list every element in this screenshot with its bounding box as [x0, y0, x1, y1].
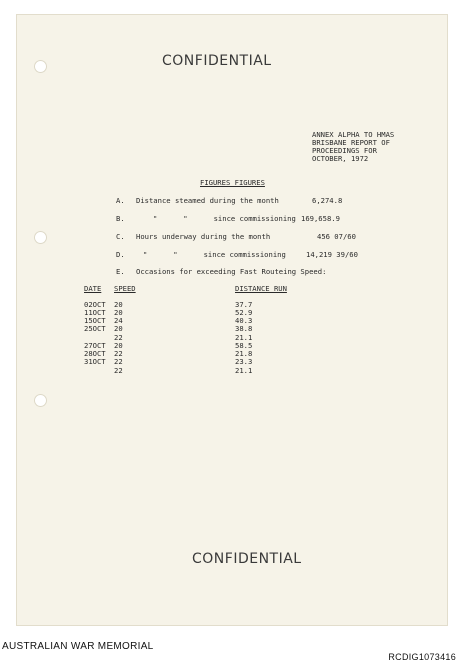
row-distance: 23.3 [235, 357, 253, 366]
row-speed: 20 [114, 300, 123, 309]
table-header-speed: SPEED [114, 284, 136, 293]
annex-line-4: OCTOBER, 1972 [312, 154, 369, 163]
row-distance: 37.7 [235, 300, 253, 309]
table-row [84, 366, 304, 375]
row-distance: 38.8 [235, 324, 253, 333]
table-row [84, 324, 304, 333]
row-speed: 22 [114, 333, 123, 342]
figure-b-text: " " since commissioning [153, 214, 296, 223]
figure-c-text: Hours underway during the month [136, 232, 271, 241]
row-date: 27OCT [84, 341, 106, 350]
row-speed: 20 [114, 308, 123, 317]
row-speed: 22 [114, 357, 123, 366]
section-title: FIGURES FIGURES [200, 178, 265, 187]
footer-institution: AUSTRALIAN WAR MEMORIAL [2, 641, 154, 652]
annex-line-1: ANNEX ALPHA TO HMAS [312, 130, 395, 139]
figure-c-letter: C. [116, 232, 125, 241]
row-distance: 21.1 [235, 333, 253, 342]
table-row [84, 357, 304, 366]
row-date: 25OCT [84, 324, 106, 333]
row-date: 28OCT [84, 349, 106, 358]
figure-e-letter: E. [116, 267, 125, 276]
row-distance: 21.1 [235, 366, 253, 375]
punch-hole [34, 231, 47, 244]
row-speed: 22 [114, 349, 123, 358]
row-date: 11OCT [84, 308, 106, 317]
table-header-distance: DISTANCE RUN [235, 284, 287, 293]
punch-hole [34, 394, 47, 407]
row-speed: 22 [114, 366, 123, 375]
confidential-stamp-bottom: CONFIDENTIAL [192, 551, 302, 567]
footer-record-id: RCDIG1073416 [388, 652, 456, 662]
punch-hole [34, 60, 47, 73]
row-distance: 52.9 [235, 308, 253, 317]
figure-d-value: 14,219 39/60 [306, 250, 358, 259]
figure-a-value: 6,274.8 [312, 196, 343, 205]
annex-line-2: BRISBANE REPORT OF [312, 138, 390, 147]
figure-e-text: Occasions for exceeding Fast Routeing Speed: [136, 267, 327, 276]
table-header-date: DATE [84, 284, 102, 293]
figure-d-text: " " since commissioning [143, 250, 286, 259]
row-speed: 20 [114, 341, 123, 350]
row-distance: 40.3 [235, 316, 253, 325]
row-date: 15OCT [84, 316, 106, 325]
row-date: 02OCT [84, 300, 106, 309]
annex-line-3: PROCEEDINGS FOR [312, 146, 377, 155]
row-speed: 24 [114, 316, 123, 325]
figure-d-letter: D. [116, 250, 125, 259]
figure-b-value: 169,658.9 [301, 214, 340, 223]
row-distance: 58.5 [235, 341, 253, 350]
confidential-stamp-top: CONFIDENTIAL [162, 53, 272, 69]
figure-a-letter: A. [116, 196, 125, 205]
figure-c-value: 456 07/60 [317, 232, 356, 241]
row-distance: 21.8 [235, 349, 253, 358]
row-speed: 20 [114, 324, 123, 333]
figure-b-letter: B. [116, 214, 125, 223]
figure-a-text: Distance steamed during the month [136, 196, 279, 205]
row-date: 31OCT [84, 357, 106, 366]
